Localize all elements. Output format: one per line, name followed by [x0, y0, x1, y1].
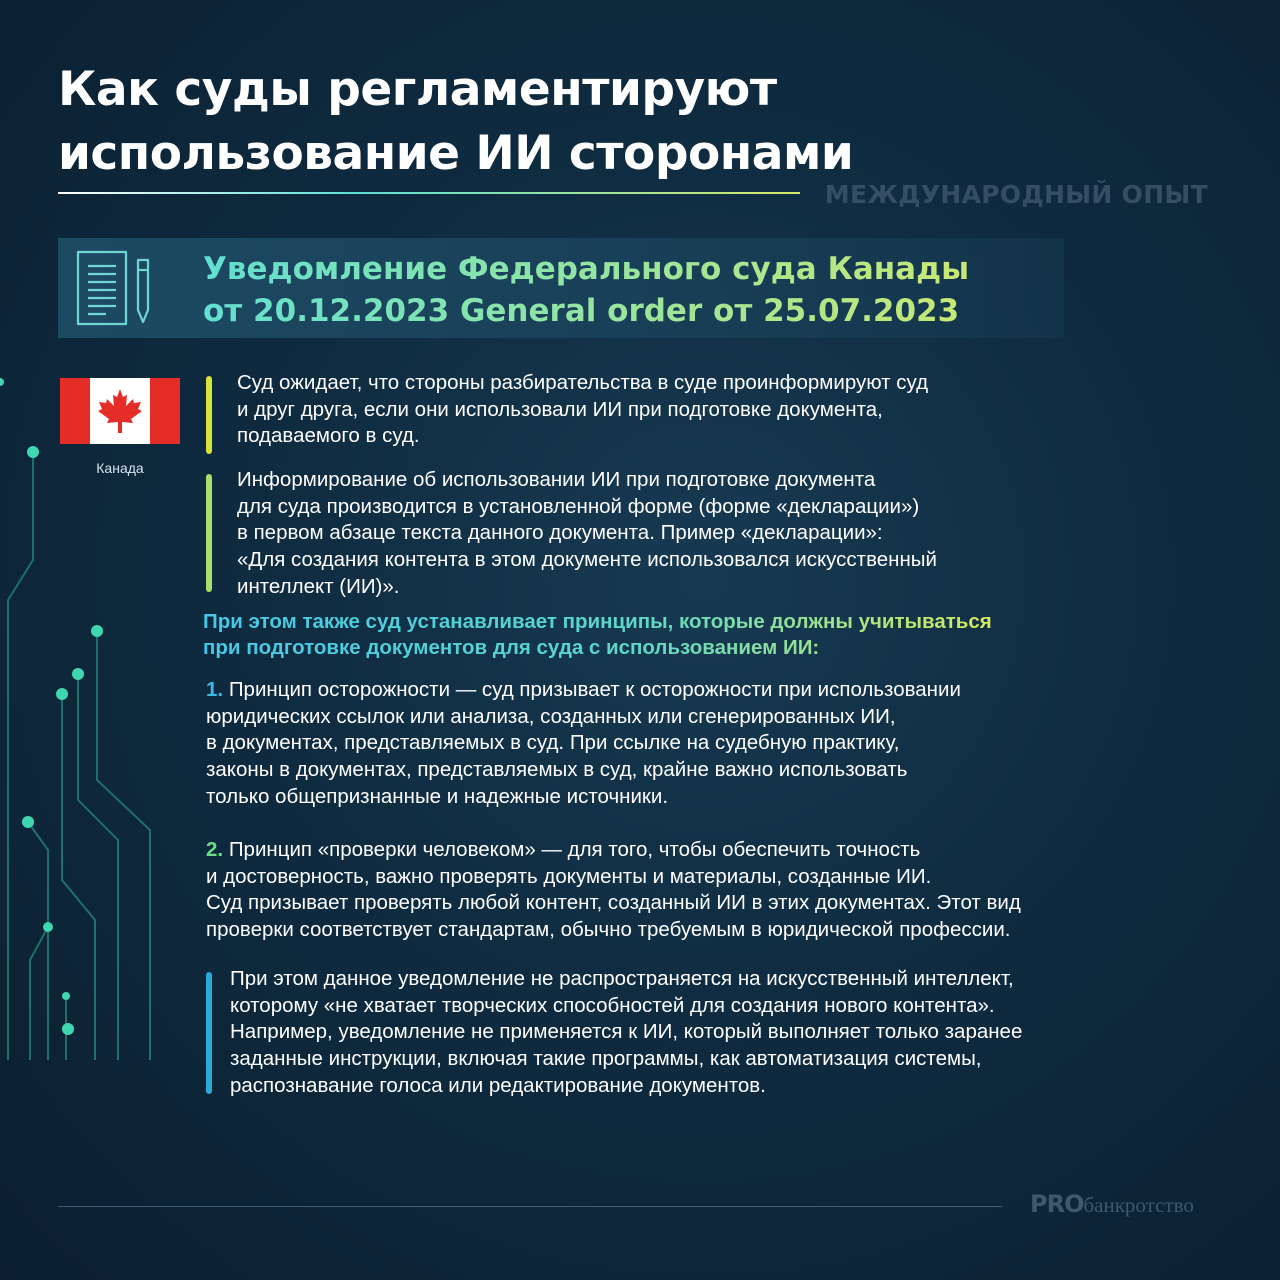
section-label: МЕЖДУНАРОДНЫЙ ОПЫТ	[824, 180, 1208, 209]
note-text: При этом данное уведомление не распространяется на искусственный интеллект, которому «не хватает творческих способностей для создания нового контента». Например, уведомление не применяется к ИИ, который выполняет только заранее заданные инструкции, включая такие программы, как автоматизация системы, распознавание голоса или редактирование документов.	[230, 967, 1023, 1097]
point-2-text: Информирование об использовании ИИ при подготовке документа для суда производится в установленной форме (форме «декларации») в первом абзаце текста данного документа. Пример «декларации»: «Для создания контента в этом документе использовался искусственный интеллект (ИИ)».	[237, 468, 937, 598]
principle-2-text: 2. Принцип «проверки человеком» — для того, чтобы обеспечить точность и достоверность, важно проверять документы и материалы, созданные ИИ. Суд призывает проверять любой контент, созданный ИИ в этих документах. Этот вид проверки соответствует стандартам, обычно требуемым в юридической профессии.	[206, 838, 1021, 942]
principle-1-number: 1.	[206, 678, 224, 701]
canada-flag-icon	[60, 378, 180, 444]
page-title	[58, 58, 853, 186]
principle-1-text: 1. Принцип осторожности — суд призывает к осторожности при использовании юридических ссылок или анализа, созданных или сгенерированных ИИ, в документах, представляемых в суд. При ссылке на судебную практику, законы в документах, представляемых в суд, крайне важно использовать только общепризнанные и надежные источники.	[206, 678, 961, 808]
accent-bar-note	[206, 972, 212, 1094]
footer-divider	[58, 1206, 1002, 1207]
logo-pro: PRO	[1030, 1190, 1084, 1218]
document-banner	[58, 238, 1064, 338]
logo-rest: банкротство	[1083, 1193, 1194, 1217]
banner-title-line-2: от 20.12.2023 General order от 25.07.2023	[203, 293, 960, 329]
country-label: Канада	[96, 460, 144, 476]
accent-bar-2	[206, 474, 212, 592]
maple-leaf-icon	[96, 387, 144, 435]
principle-2-number: 2.	[206, 838, 224, 861]
title-line-1: Как суды регламентируют	[58, 62, 777, 117]
document-pen-icon	[76, 248, 158, 328]
title-line-2: использование ИИ сторонами	[58, 126, 854, 181]
principles-intro: При этом также суд устанавливает принципы, которые должны учитываться при подготовке документов для суда с использованием ИИ:	[203, 610, 992, 659]
point-1-text: Суд ожидает, что стороны разбирательства в суде проинформируют суд и друг друга, если они использовали ИИ при подготовке документа, подаваемого в суд.	[237, 371, 929, 448]
title-underline	[58, 192, 800, 194]
accent-bar-1	[206, 376, 212, 454]
banner-title	[203, 248, 969, 332]
banner-title-line-1: Уведомление Федерального суда Канады	[203, 251, 970, 287]
brand-logo	[1030, 1190, 1194, 1218]
